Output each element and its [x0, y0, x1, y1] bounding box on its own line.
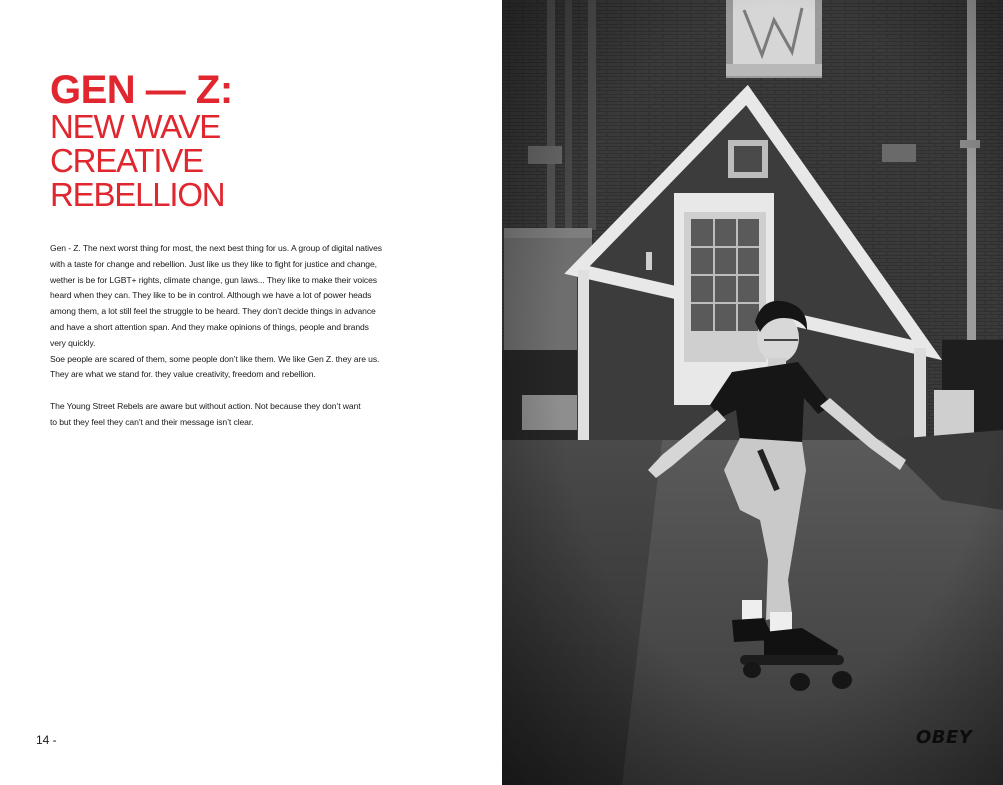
skateboarder-photo — [502, 0, 1003, 785]
headline-line-2: CREATIVE — [50, 142, 203, 179]
body-line: to but they feel they can’t and their message isn’t clear. — [50, 416, 254, 427]
body-line: and have a short attention span. And they make opinions of things, people and brands — [50, 321, 369, 332]
right-page — [502, 0, 1003, 785]
body-line: very quickly. — [50, 337, 96, 348]
body-line: wether is be for LGBT+ rights, climate change, gun laws... They like to make their voices — [50, 274, 377, 285]
body-text — [50, 241, 450, 431]
obey-logo: OBEY — [916, 727, 973, 748]
body-line: heard when they can. They like to be in control. Although we have a lot of power heads — [50, 290, 372, 301]
body-line: with a taste for change and rebellion. Just like us they like to fight for justice and change, — [50, 258, 377, 269]
headline — [50, 70, 233, 212]
body-line: They are what we stand for. they value creativity, freedom and rebellion. — [50, 369, 316, 380]
page-number: 14 - — [36, 733, 57, 747]
body-line: Soe people are scared of them, some people don’t like them. We like Gen Z. they are us. — [50, 353, 380, 364]
body-line: Gen - Z. The next worst thing for most, the next best thing for us. A group of digital natives — [50, 243, 382, 253]
headline-line-3: REBELLION — [50, 176, 225, 213]
body-line: The Young Street Rebels are aware but without action. Not because they don’t want — [50, 400, 361, 411]
headline-line-1: NEW WAVE — [50, 108, 221, 145]
headline-main: GEN — Z: — [50, 68, 233, 112]
paragraph-gap — [50, 383, 450, 399]
body-line: among them, a lot still feel the struggle to be heard. They don’t decide things in advance — [50, 306, 376, 317]
